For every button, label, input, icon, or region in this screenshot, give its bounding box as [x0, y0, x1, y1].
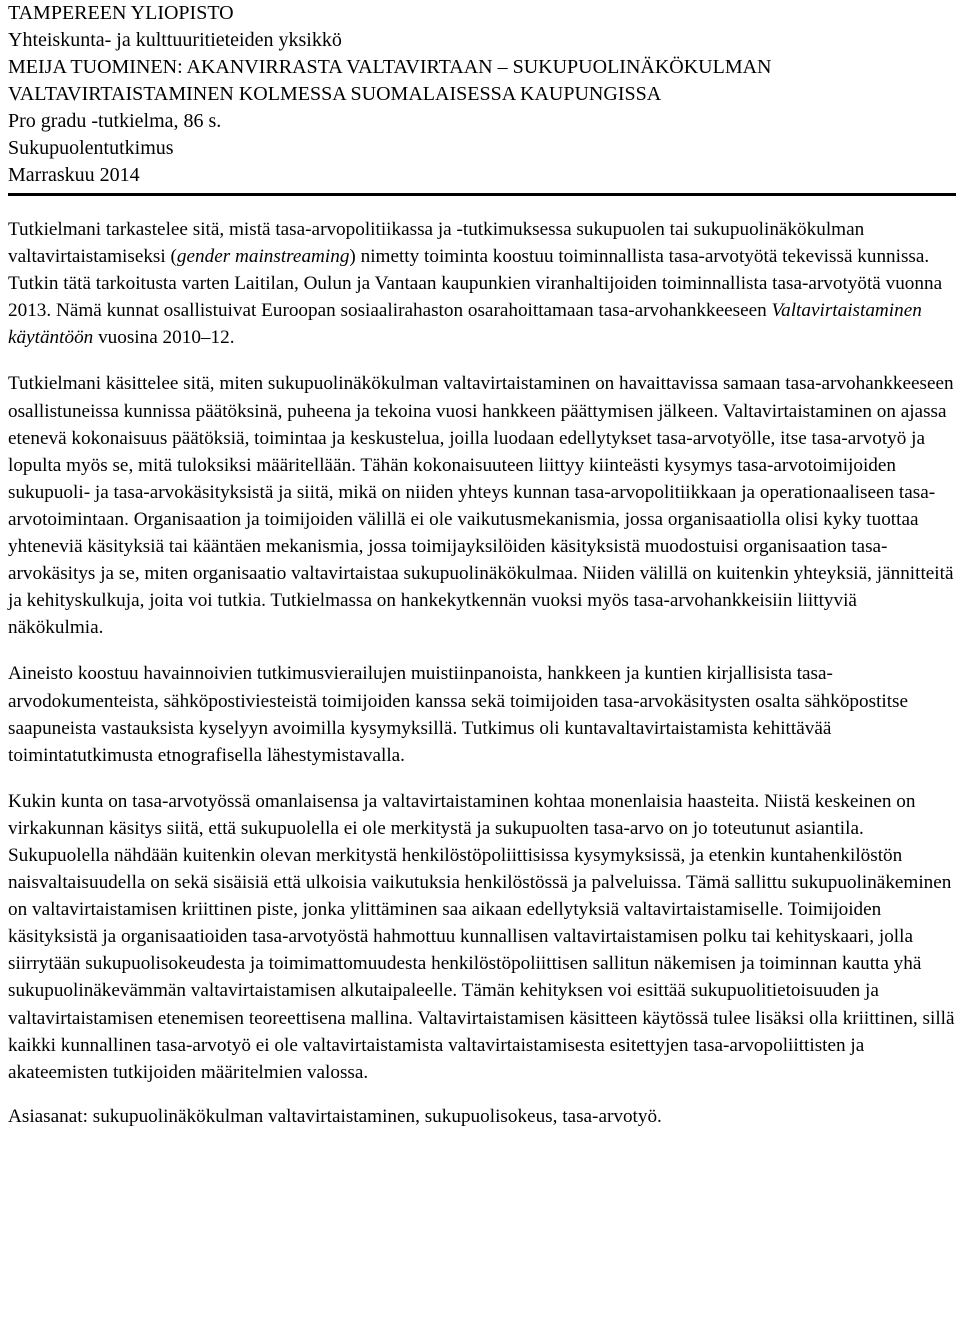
university-name: TAMPEREEN YLIOPISTO [8, 2, 234, 24]
paragraph-gap [8, 641, 956, 660]
paragraph-1-text-b: ) nimetty toiminta koostuu toiminnallista tasa-arvotyötä tekevissä kunnissa. Tutkin tätä tarkoitusta varten Laitilan, Oulun ja Vantaan kaupunkien viranhaltijoiden toiminnallista tasa-arvotyötä vuonna 2013. Nämä kunnat osallistuivat Euroopan sosiaalirahaston osarahoittamaan tasa-arvohankkeeseen [8, 246, 943, 322]
title-block [8, 0, 956, 189]
paragraph-gap [8, 769, 956, 788]
thesis-title-line-1: MEIJA TUOMINEN: AKANVIRRASTA VALTAVIRTAAN – SUKUPUOLINÄKÖKULMAN [8, 56, 772, 78]
header-divider [8, 193, 956, 196]
paragraph-1-text-c: vuosina 2010–12. [93, 327, 235, 349]
paragraph-1-emphasis-2: Valtavirtaistaminen käytäntöön [8, 300, 922, 349]
paragraph-1-text-a: Tutkielmani tarkastelee sitä, mistä tasa-arvopolitiikassa ja -tutkimuksessa sukupuolen tai sukupuolinäkökulman valtavirtaistamiseksi ( [8, 219, 865, 268]
paragraph-gap [8, 351, 956, 370]
keywords-line: Asiasanat: sukupuolinäkökulman valtavirtaistaminen, sukupuolisokeus, tasa-arvotyö. [8, 1105, 662, 1127]
abstract-paragraph-2: Tutkielmani käsittelee sitä, miten sukupuolinäkökulman valtavirtaistaminen on havaittavissa samaan tasa-arvohankkeeseen osallistuneissa kunnissa päätöksinä, puheena ja tekoina vuosi hankkeen päättymisen jälkeen. Valtavirtaistaminen on ajassa etenevä kokonaisuus päätöksiä, toimintaa ja keskustelua, joilla luodaan edellytykset tasa-arvotyölle, itse tasa-arvotyö ja lopulta myös se, mitä tuloksiksi määritellään. Tähän kokonaisuuteen liittyy kiinteästi kysymys tasa-arvotoimijoiden sukupuoli- ja tasa-arvokäsityksistä ja siitä, mikä on niiden yhteys kunnan tasa-arvopolitiikkaan ja operationaaliseen tasa-arvotoimintaan. Organisaation ja toimijoiden välillä ei ole vaikutusmekanismia, jossa organisaatiolla olisi kyky tuottaa yhteneviä käsityksiä tai kääntäen mekanismia, jossa toimijayksilöiden käsityksistä muodostuisi organisaation tasa-arvokäsitys ja se, miten organisaatio valtavirtaistaa sukupuolinäkökulmaa. Niiden välillä on kuitenkin yhteyksiä, jännitteitä ja kehityskulkuja, joita voi tutkia. Tutkielmassa on hankekytkennän vuoksi myös tasa-arvohankkeisiin liittyviä näkökulmia. [8, 373, 954, 639]
faculty-unit: Yhteiskunta- ja kulttuuritieteiden yksikkö [8, 29, 342, 51]
subject: Sukupuolentutkimus [8, 137, 174, 159]
thesis-type: Pro gradu -tutkielma, 86 s. [8, 110, 222, 132]
paragraph-1-emphasis-1: gender mainstreaming [176, 246, 350, 268]
abstract-paragraph-4: Kukin kunta on tasa-arvotyössä omanlaisensa ja valtavirtaistaminen kohtaa monenlaisia haasteita. Niistä keskeinen on virkakunnan käsitys siitä, että sukupuolella ei ole merkitystä ja sukupuolten tasa-arvo on jo toteutunut asiantila. Sukupuolella nähdään kuitenkin olevan merkitystä henkilöstöpoliittisissa kysymyksissä, ja etenkin kuntahenkilöstön naisvaltaisuudella on sekä sisäisiä että ulkoisia vaikutuksia henkilöstössä ja palveluissa. Tämä sallittu sukupuolinäkeminen on valtavirtaistamisen kriittinen piste, jonka ylittäminen saa aikaan edellytyksiä valtavirtaistamiselle. Toimijoiden käsityksistä ja organisaatioiden tasa-arvotyöstä hahmottuu kunnallisen valtavirtaistamisen polku tai kehityskaari, jolla siirrytään sukupuolisokeudesta ja toimimattomuudesta henkilöstöpoliittisen sallitun näkemisen ja toiminnan kautta yhä sukupuolinäkevämmän valtavirtaistamisen alkutaipaleelle. Tämän kehityksen voi esittää sukupuolitietoisuuden ja valtavirtaistamisen etenemisen teoreettisena mallina. Valtavirtaistamisen käsitteen käytössä tulee lisäksi olla kriittinen, sillä kaikki kunnallinen tasa-arvotyö ei ole valtavirtaistamista valtavirtaistamisesta esitettyjen tasa-arvopoliittisten ja akateemisten tutkijoiden määritelmien valossa. [8, 790, 955, 1083]
document-page [8, 0, 956, 1130]
thesis-title-line-2: VALTAVIRTAISTAMINEN KOLMESSA SUOMALAISESSA KAUPUNGISSA [8, 83, 662, 105]
abstract-paragraph-3: Aineisto koostuu havainnoivien tutkimusvierailujen muistiinpanoista, hankkeen ja kuntien kirjallisista tasa-arvodokumenteista, sähköpostiviesteistä toimijoiden kanssa sekä toimijoiden tasa-arvokäsitysten osalta sähköpostitse saapuneista vastauksista kyselyyn avoimilla kysymyksillä. Tutkimus oli kuntavaltavirtaistamista kehittävää toimintatutkimusta etnografisella lähestymistavalla. [8, 663, 909, 766]
date: Marraskuu 2014 [8, 164, 140, 186]
abstract-body [8, 216, 956, 1130]
abstract-paragraph-1 [8, 216, 956, 351]
